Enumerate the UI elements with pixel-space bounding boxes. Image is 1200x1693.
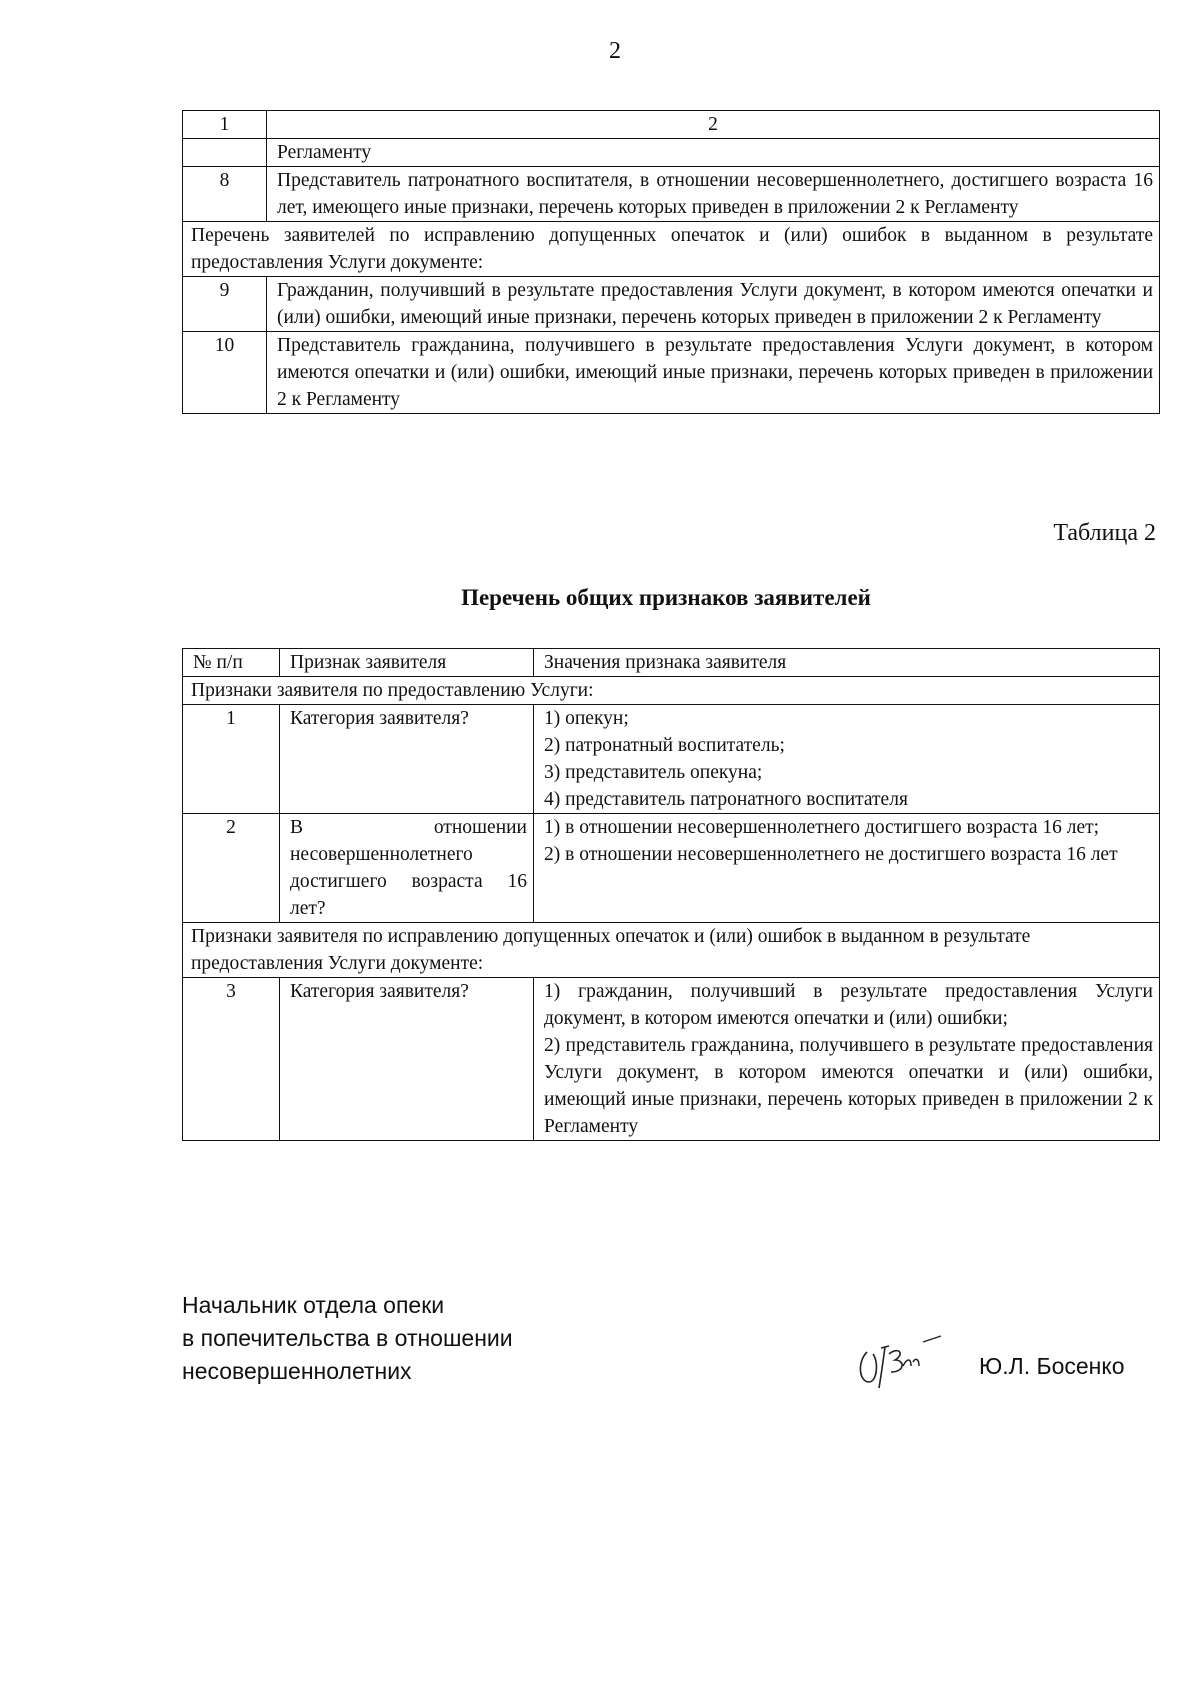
header-sign: Признак заявителя — [280, 649, 534, 677]
section-row — [183, 677, 1160, 705]
value-item: 4) представитель патронатного воспитателя — [544, 789, 908, 810]
row-number: 9 — [183, 277, 267, 332]
table-row — [183, 814, 1160, 923]
section-heading: Признаки заявителя по предоставлению Услуги: — [183, 677, 1160, 705]
row-number: 2 — [183, 814, 280, 923]
row-sign: В отношении несовершеннолетнего достигшего возраста 16 лет? — [280, 814, 534, 923]
row-values — [534, 978, 1160, 1141]
row-text: Регламенту — [267, 139, 1160, 167]
row-sign: Категория заявителя? — [280, 705, 534, 814]
section-row — [183, 222, 1160, 277]
signatory-position — [182, 1289, 513, 1388]
row-text: Гражданин, получивший в результате предоставления Услуги документ, в котором имеются опечатки и (или) ошибки, имеющий иные признаки, перечень которых приведен в приложении 2 к Регламенту — [267, 277, 1160, 332]
column-number-1: 1 — [183, 111, 267, 139]
value-item: 1) в отношении несовершеннолетнего достигшего возраста 16 лет; — [544, 817, 1100, 838]
header-number: № п/п — [183, 649, 280, 677]
row-number: 8 — [183, 167, 267, 222]
row-text: Представитель гражданина, получившего в результате предоставления Услуги документ, в котором имеются опечатки и (или) ошибки, имеющий иные признаки, перечень которых приведен в приложении 2 к Регламенту — [267, 332, 1160, 414]
row-number: 3 — [183, 978, 280, 1141]
header-values: Значения признака заявителя — [534, 649, 1160, 677]
column-number-2: 2 — [267, 111, 1160, 139]
row-number: 10 — [183, 332, 267, 414]
table-header-row — [183, 111, 1160, 139]
section-heading: Признаки заявителя по исправлению допущенных опечаток и (или) ошибок в выданном в результате предоставления Услуги документе: — [183, 923, 1160, 978]
table-caption: Таблица 2 — [1053, 520, 1156, 546]
row-number — [183, 139, 267, 167]
table-row — [183, 139, 1160, 167]
page-number: 2 — [609, 38, 621, 64]
value-item: 2) в отношении несовершеннолетнего не достигшего возраста 16 лет — [544, 844, 1118, 865]
row-number: 1 — [183, 705, 280, 814]
signature-image — [855, 1332, 955, 1392]
applicants-table-continuation — [182, 110, 1160, 414]
row-values — [534, 705, 1160, 814]
row-values — [534, 814, 1160, 923]
value-item: 2) патронатный воспитатель; — [544, 735, 785, 756]
table-row — [183, 978, 1160, 1141]
value-item: 1) гражданин, получивший в результате предоставления Услуги документ, в котором имеются опечатки и (или) ошибки; — [544, 981, 1153, 1029]
table-header-row — [183, 649, 1160, 677]
table-title: Перечень общих признаков заявителей — [461, 585, 871, 610]
table-row — [183, 705, 1160, 814]
applicant-signs-table — [182, 648, 1160, 1141]
value-item: 1) опекун; — [544, 708, 629, 729]
section-heading: Перечень заявителей по исправлению допущенных опечаток и (или) ошибок в выданном в результате предоставления Услуги документе: — [183, 222, 1160, 277]
value-item: 3) представитель опекуна; — [544, 762, 763, 783]
value-item: 2) представитель гражданина, получившего в результате предоставления Услуги документ, в котором имеются опечатки и (или) ошибки, имеющий иные признаки, перечень которых приведен в приложении 2 к Регламенту — [544, 1035, 1153, 1137]
position-line: в попечительства в отношении — [182, 1325, 513, 1351]
table-row — [183, 332, 1160, 414]
row-text: Представитель патронатного воспитателя, в отношении несовершеннолетнего, достигшего возраста 16 лет, имеющего иные признаки, перечень которых приведен в приложении 2 к Регламенту — [267, 167, 1160, 222]
section-row — [183, 923, 1160, 978]
row-sign: Категория заявителя? — [280, 978, 534, 1141]
table-row — [183, 167, 1160, 222]
table-row — [183, 277, 1160, 332]
position-line: несовершеннолетних — [182, 1358, 412, 1384]
position-line: Начальник отдела опеки — [182, 1292, 445, 1318]
signatory-name: Ю.Л. Босенко — [979, 1353, 1125, 1379]
